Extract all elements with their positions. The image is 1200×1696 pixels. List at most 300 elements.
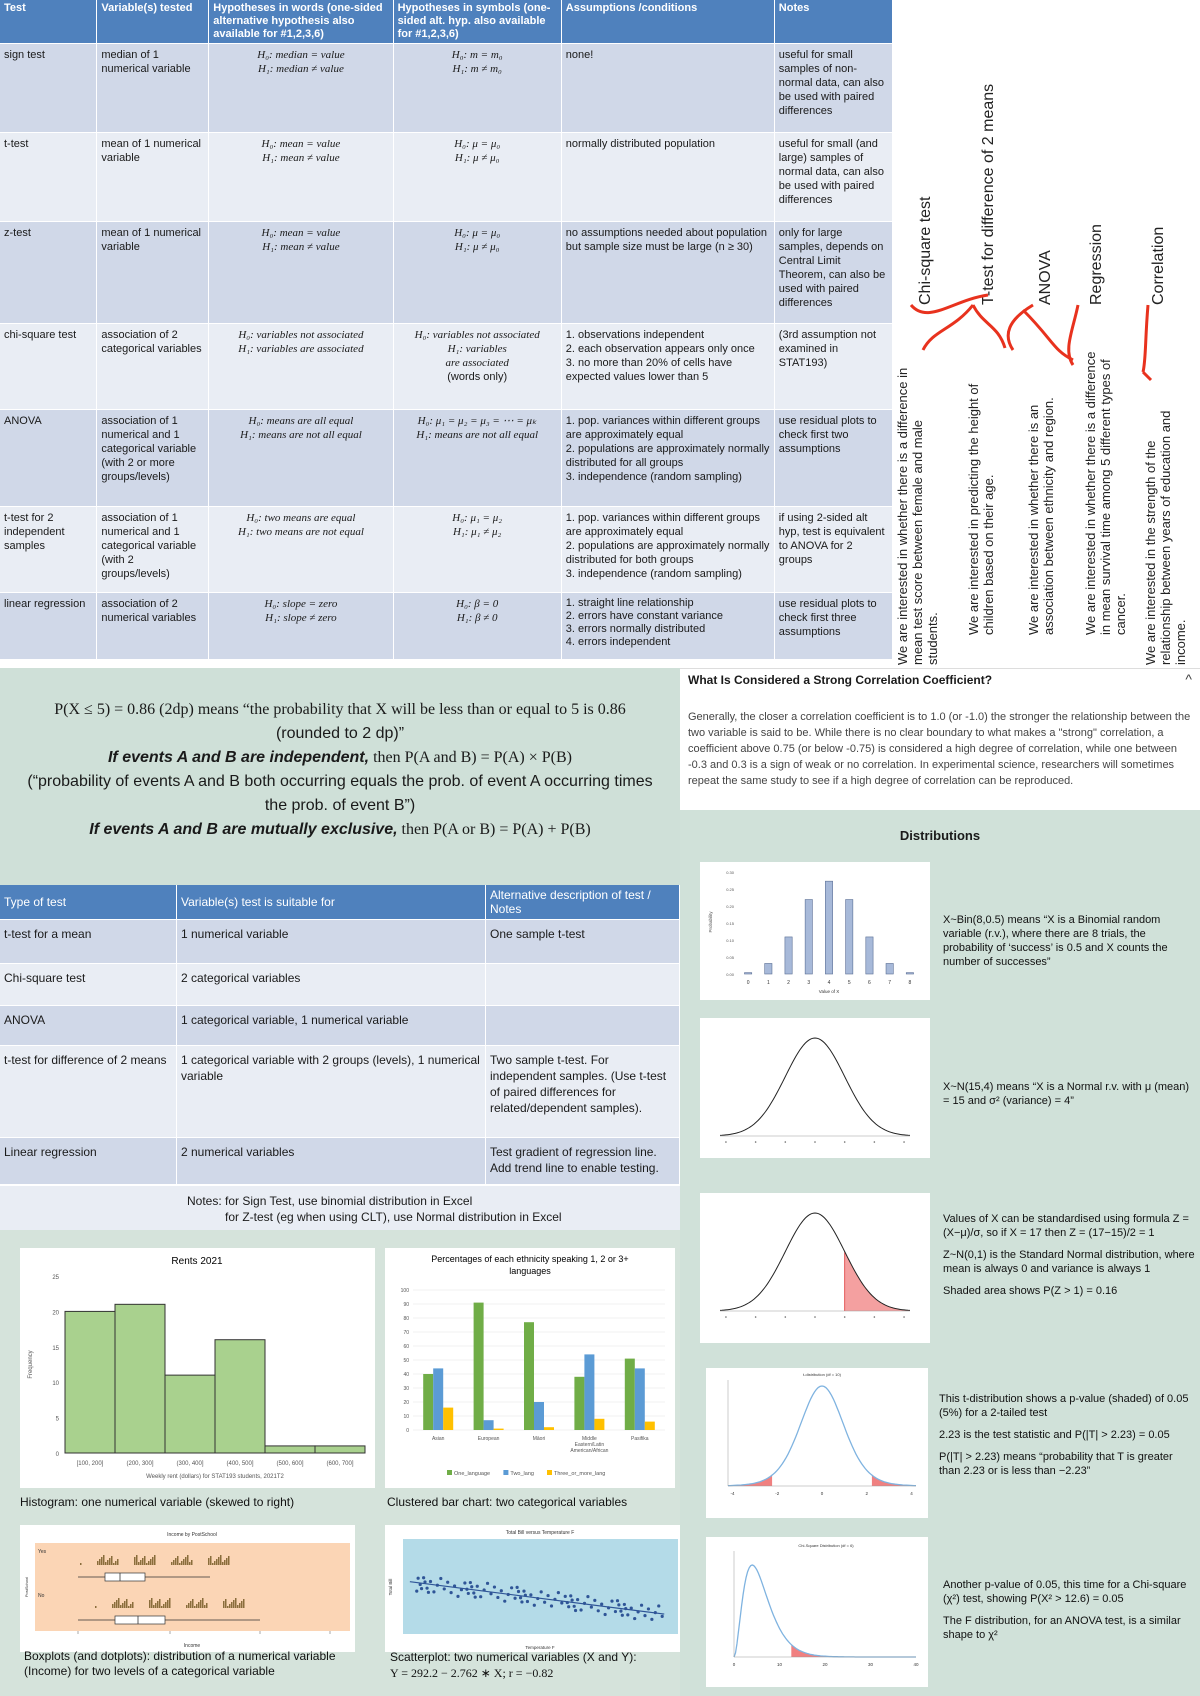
binomial-card: [700, 862, 930, 1000]
h1-words: H₁: variables are associated: [238, 343, 364, 355]
scatter-point: [427, 1591, 430, 1594]
dot-column: [114, 1602, 116, 1608]
dot-column: [118, 1598, 120, 1608]
legend-label: Three_or_more_lang: [554, 1471, 606, 1477]
dot-column: [190, 1601, 192, 1608]
dot-column: [243, 1599, 245, 1608]
h1-symbols: H₁: means are not all equal: [416, 429, 538, 441]
dot-column: [109, 1558, 111, 1565]
hypotheses-words: [209, 324, 393, 410]
x-tick-label: 20: [822, 1662, 828, 1667]
h0-words: H₀: means are all equal: [248, 415, 354, 427]
test-name: chi-square test: [0, 324, 97, 410]
header-words: Hypotheses in words (one-sided alternative hypothesis also available for #1,2,3,6): [209, 0, 393, 44]
table-row: [0, 964, 680, 1006]
dot-column: [216, 1559, 218, 1565]
table-cell: [486, 964, 680, 1006]
plot-background: [35, 1543, 350, 1631]
x-tick: [874, 1316, 876, 1318]
scatter-point: [467, 1592, 470, 1595]
scatter-card: [385, 1525, 685, 1652]
h0-words: H₀: slope = zero: [264, 598, 338, 610]
test-name: t-test for 2 independent samples: [0, 507, 97, 593]
dot-column: [111, 1556, 113, 1565]
chi-text-line: Another p-value of 0.05, this time for a Chi-square (χ²) test, showing P(X² > 12.6) = 0.05: [943, 1579, 1187, 1605]
x-tick: [903, 1316, 905, 1318]
dot-column: [150, 1559, 152, 1565]
x-tick-label: 4: [910, 1491, 913, 1496]
x-tick-label: 10: [776, 1662, 783, 1667]
assumptions: [561, 44, 774, 133]
test-name: z-test: [0, 222, 97, 324]
dot-column: [124, 1601, 126, 1608]
x-tick-label: 6: [868, 980, 871, 986]
chart-title-line1: Percentages of each ethnicity speaking 1, 2 or 3+: [431, 1254, 629, 1264]
y-tick-label: 10: [52, 1381, 59, 1388]
hypotheses-symbols: [393, 324, 561, 410]
hypotheses-words: [209, 222, 393, 324]
x-tick-label: (200, 300]: [126, 1461, 154, 1467]
y-axis-label: PostSchool: [24, 1576, 29, 1598]
assumption-item: 3. independence (random sampling): [565, 568, 742, 580]
scatter-point: [574, 1609, 577, 1612]
binomial-bar: [765, 963, 772, 974]
scatter-point: [571, 1598, 574, 1601]
assumption-item: 2. populations are approximately normally distributed for all groups: [565, 443, 770, 469]
assumption-item: 1. observations independent: [565, 329, 705, 341]
x-tick-label: 2: [787, 980, 790, 986]
histogram-bar: [215, 1340, 265, 1453]
x-tick-label: -2: [775, 1491, 780, 1496]
legend-label: One_language: [454, 1471, 491, 1477]
hypotheses-words: [209, 593, 393, 659]
table-cell: ANOVA: [0, 1006, 177, 1046]
scatter-point: [526, 1600, 529, 1603]
variables-tested: association of 1 numerical and 1 categorical variable (with 2 groups/levels): [97, 507, 209, 593]
h1-symbols: H₁: β ≠ 0: [456, 612, 498, 624]
test-name: linear regression: [0, 593, 97, 659]
correlation-body: Generally, the closer a correlation coefficient is to 1.0 (or -1.0) the stronger the relationship between the two variable is said to be. While there is no clear boundary to what makes a "strong" correlation, a coefficient above 0.75 (or below -0.75) is considered a high degree of correlation, while one between -0.3 and 0.3 is a sign of weak or no correlation. In experimental science, researchers will sometimes repeat the same study to see if a high degree of correlation can be reproduced.: [688, 711, 1191, 787]
dot-column: [134, 1557, 136, 1565]
scatter-point: [550, 1604, 553, 1607]
dot-column: [218, 1557, 220, 1565]
y-tick-label: 0: [406, 1428, 409, 1434]
histogram-chart: [20, 1248, 375, 1488]
scatter-point: [520, 1600, 523, 1603]
x-tick: [725, 1316, 727, 1318]
dot-column: [220, 1555, 222, 1565]
dot-column: [146, 1563, 148, 1565]
clustered-bar-chart: [385, 1248, 675, 1488]
table-row: [0, 507, 893, 593]
cluster-bar: [474, 1303, 484, 1430]
x-tick: [844, 1316, 846, 1318]
scatter-point: [476, 1585, 479, 1588]
scatter-point: [513, 1597, 516, 1600]
probability-line: the prob. of event B”): [264, 797, 416, 814]
dot-column: [167, 1600, 169, 1608]
dot-column: [151, 1598, 153, 1608]
scenario-text: We are interested in whether there is a difference in mean test score between female and male students.: [895, 367, 940, 665]
x-tick-label: (600, 700]: [326, 1461, 354, 1467]
legend-label: Two_lang: [510, 1471, 534, 1477]
scatter-point: [586, 1595, 589, 1598]
shaded-tail: [791, 1645, 916, 1657]
x-tick-label: 40: [913, 1662, 919, 1667]
table-cell: t-test for difference of 2 means: [0, 1046, 177, 1138]
chi-square-text: [943, 1578, 1198, 1642]
binomial-bar: [805, 900, 812, 974]
x-tick-label: 8: [908, 980, 912, 986]
binomial-bar: [886, 963, 893, 974]
scatter-point: [420, 1587, 423, 1590]
cluster-bar: [544, 1427, 554, 1430]
dot-column: [200, 1600, 202, 1608]
hypotheses-symbols: [393, 133, 561, 222]
table-cell: 1 categorical variable, 1 numerical variable: [177, 1006, 486, 1046]
table-cell: Test gradient of regression line. Add trend line to enable testing.: [486, 1138, 680, 1184]
dot-column: [202, 1598, 204, 1608]
dot-column: [237, 1605, 239, 1608]
x-axis-label: Income: [183, 1643, 201, 1649]
dot-column: [122, 1603, 124, 1608]
y-tick-label: 80: [403, 1316, 409, 1322]
dot-column: [161, 1606, 163, 1608]
scatter-point: [510, 1586, 513, 1589]
table-cell: t-test for a mean: [0, 920, 177, 964]
h0-symbols: H₀: μ₁ = μ₂ = μ₃ = ⋯ = μₖ: [417, 415, 537, 427]
scatter-point: [617, 1603, 620, 1606]
h0-symbols: H₀: μ = μ₀: [454, 227, 501, 239]
std-text: [943, 1212, 1198, 1298]
matching-line: [973, 305, 1005, 348]
binomial-bar: [785, 937, 792, 974]
table-cell: Linear regression: [0, 1138, 177, 1184]
dot-column: [140, 1560, 142, 1565]
x-tick-label: Eastern/Latin: [574, 1442, 605, 1448]
boxplot-caption: Boxplots (and dotplots): distribution of a numerical variable (Income) for two levels of a categorical variable: [24, 1649, 336, 1678]
scatter-point: [546, 1594, 549, 1597]
x-tick: [903, 1141, 905, 1143]
h1-words: H₁: means are not all equal: [240, 429, 362, 441]
x-tick: [785, 1141, 787, 1143]
distributions-title: Distributions: [899, 828, 981, 843]
histogram-caption: Histogram: one numerical variable (skewed to right): [20, 1495, 295, 1509]
hypotheses-symbols: [393, 507, 561, 593]
dot-column: [171, 1562, 173, 1565]
h1-symbols: H₁: μ ≠ μ₀: [454, 241, 500, 253]
notes: (3rd assumption not examined in STAT193): [774, 324, 892, 410]
clustered-bar-card: [385, 1248, 675, 1488]
table-row: [0, 1046, 680, 1138]
x-tick-label: (500, 600]: [276, 1461, 304, 1467]
level-label: No: [38, 1593, 45, 1599]
dot-column: [173, 1560, 175, 1565]
boxplot-chart: [20, 1525, 355, 1652]
assumptions: [561, 133, 774, 222]
header-type-of-test: Type of test: [0, 885, 177, 920]
scatter-point: [429, 1580, 432, 1583]
normal-curve: [700, 1018, 930, 1158]
std-text-line: Values of X can be standardised using formula Z = (X−μ)/σ, so if X = 17 then Z = (17−15)/2 = 1: [943, 1213, 1189, 1239]
variables-tested: association of 1 numerical and 1 categorical variable (with 2 or more groups/levels): [97, 410, 209, 507]
collapse-icon[interactable]: ^: [1185, 671, 1192, 687]
t-dist-card: [706, 1368, 928, 1518]
scatter-point: [557, 1591, 560, 1594]
h1-words: H₁: slope ≠ zero: [265, 612, 337, 624]
scatter-point: [560, 1601, 563, 1604]
y-tick-label: 50: [403, 1358, 409, 1364]
dot-column: [159, 1599, 161, 1608]
dot-column: [155, 1603, 157, 1608]
scatter-point: [472, 1591, 475, 1594]
table-cell: Chi-square test: [0, 964, 177, 1006]
assumption-item: 2. populations are approximately normally distributed for both groups: [565, 540, 770, 566]
caption-line: Scatterplot: two numerical variables (X and Y):: [390, 1650, 637, 1664]
hypotheses-symbols: [393, 410, 561, 507]
x-tick: [874, 1141, 876, 1143]
scatter-point: [422, 1576, 425, 1579]
scatter-point: [425, 1587, 428, 1590]
assumption-item: 1. straight line relationship: [565, 597, 694, 609]
table-row: [0, 1006, 680, 1046]
dot-column: [186, 1605, 188, 1608]
dot-column: [233, 1600, 235, 1608]
dot-column: [115, 1561, 117, 1565]
h1-words: H₁: mean ≠ value: [262, 152, 340, 164]
scatter-point: [576, 1598, 579, 1601]
dot-column: [229, 1604, 231, 1608]
caption-line: Y = 292.2 − 2.762 ∗ X; r = −0.82: [390, 1666, 554, 1680]
x-tick: [755, 1316, 757, 1318]
h1-symbols: H₁: m ≠ m₀: [452, 63, 502, 75]
assumption-item: 3. independence (random sampling): [565, 471, 742, 483]
scatter-point: [479, 1595, 482, 1598]
x-tick: [814, 1316, 816, 1318]
x-tick-label: American/African: [570, 1448, 609, 1454]
chi-square-chart: [706, 1537, 928, 1687]
dot-column: [212, 1563, 214, 1565]
table-cell: Two sample t-test. For independent samples. (Use t-test of paired differences for related/dependent samples).: [486, 1046, 680, 1138]
dot-column: [152, 1557, 154, 1565]
x-axis-label: Value of X: [818, 989, 840, 994]
normal-curve-line: [720, 1038, 910, 1135]
h1-symbols: H₁: μ ≠ μ₀: [454, 152, 500, 164]
x-tick-label: (400, 500]: [226, 1461, 254, 1467]
dot-column: [179, 1563, 181, 1565]
scatter-point: [450, 1591, 453, 1594]
dot-column: [222, 1562, 224, 1565]
scatter-point: [647, 1607, 650, 1610]
tests-summary-table: [0, 0, 893, 659]
table-cell: 2 categorical variables: [177, 964, 486, 1006]
dot-column: [105, 1562, 107, 1565]
assumptions: [561, 593, 774, 659]
y-tick-label: 0.05: [726, 955, 734, 960]
x-tick: [844, 1141, 846, 1143]
scatter-point: [604, 1613, 607, 1616]
x-axis-label: Temperature F: [525, 1645, 555, 1650]
x-tick-label: 30: [867, 1662, 874, 1667]
histogram-bar: [265, 1446, 315, 1453]
scatter-point: [573, 1605, 576, 1608]
table-cell: 2 numerical variables: [177, 1138, 486, 1184]
words-only-note: (words only): [447, 371, 508, 383]
dot-column: [177, 1556, 179, 1565]
x-tick-label: 7: [888, 980, 892, 986]
dot-column: [107, 1560, 109, 1565]
dot-column: [226, 1558, 228, 1565]
h0-symbols: H₀: μ₁ = μ₂: [452, 512, 503, 524]
histogram-card: [20, 1248, 375, 1488]
scatter-point: [496, 1596, 499, 1599]
dot-column: [116, 1600, 118, 1608]
notes: if using 2-sided alt hyp, test is equivalent to ANOVA for 2 groups: [774, 507, 892, 593]
x-tick-label: 5: [847, 980, 851, 986]
table-cell: [486, 1006, 680, 1046]
scatter-point: [616, 1599, 619, 1602]
dot-column: [241, 1601, 243, 1608]
h1-symbols: H₁: variables: [447, 343, 507, 355]
dot-column: [227, 1606, 229, 1608]
y-tick-label: 25: [52, 1275, 59, 1281]
scatter-point: [564, 1595, 567, 1598]
scatter-point: [446, 1581, 449, 1584]
hypotheses-symbols: [393, 593, 561, 659]
dot-column: [112, 1604, 114, 1608]
std-text-line: Z~N(0,1) is the Standard Normal distribution, where mean is always 0 and variance is always 1: [943, 1249, 1195, 1275]
dot-column: [228, 1556, 230, 1565]
cluster-bar: [494, 1429, 504, 1430]
dot-column: [80, 1563, 82, 1565]
assumption-item: 3. errors normally distributed: [565, 623, 706, 635]
chi-square-curve: [734, 1565, 916, 1657]
t-curve: [728, 1386, 916, 1486]
y-tick-label: 100: [400, 1288, 409, 1294]
dot-column: [138, 1562, 140, 1565]
dot-column: [132, 1602, 134, 1608]
t-text-line: This t-distribution shows a p-value (shaded) of 0.05 (5%) for a 2-tailed test: [939, 1393, 1189, 1419]
x-tick: [755, 1141, 757, 1143]
scatter-point: [569, 1594, 572, 1597]
binomial-chart: [700, 862, 930, 1000]
x-axis-label: Weekly rent (dollars) for STAT193 students, 2021T2: [146, 1474, 284, 1480]
x-tick-label: Pasifika: [631, 1436, 649, 1442]
h0-words: H₀: two means are equal: [246, 512, 356, 524]
h0-words: H₀: mean = value: [261, 227, 341, 239]
x-tick-label: 4: [827, 980, 831, 986]
dot-column: [223, 1601, 225, 1608]
dot-column: [142, 1558, 144, 1565]
scenario-text: We are interested in whether there is an association between ethnicity and region.: [1026, 397, 1056, 635]
scatter-point: [519, 1596, 522, 1599]
scatter-point: [590, 1605, 593, 1608]
scatter-caption: [390, 1649, 637, 1681]
scatter-point: [522, 1589, 525, 1592]
matching-line: [1069, 305, 1078, 365]
clustered-bar-caption: Clustered bar chart: two categorical variables: [387, 1495, 628, 1509]
chi-square-card: [706, 1537, 928, 1687]
dot-column: [126, 1599, 128, 1608]
scatter-point: [600, 1603, 603, 1606]
dot-column: [194, 1606, 196, 1608]
scatter-point: [474, 1596, 477, 1599]
scatter-point: [516, 1586, 519, 1589]
test-label-correlation: Correlation: [1150, 226, 1167, 305]
scatter-point: [640, 1604, 643, 1607]
h0-symbols: H₀: variables not associated: [414, 329, 540, 341]
std-normal-card: [700, 1193, 930, 1343]
scenario-text: We are interested in the strength of the relationship between years of education and income.: [1143, 410, 1188, 665]
assumption-item: none!: [565, 49, 594, 61]
std-text-line: Shaded area shows P(Z > 1) = 0.16: [943, 1285, 1118, 1297]
header-symbols: Hypotheses in symbols (one-sided alt. hyp. also available for #1,2,3,6): [393, 0, 561, 44]
header-assumptions: Assumptions /conditions: [561, 0, 774, 44]
x-tick: [814, 1141, 816, 1143]
histogram-bar: [165, 1375, 215, 1453]
scatter-point: [443, 1587, 446, 1590]
t-dist-text: [939, 1392, 1194, 1478]
x-tick-label: Asian: [431, 1436, 445, 1442]
assumptions: [561, 410, 774, 507]
correlation-title: What Is Considered a Strong Correlation Coefficient?: [688, 673, 993, 687]
probability-text: [0, 698, 680, 842]
assumptions: [561, 324, 774, 410]
test-type-table: [0, 885, 680, 1184]
hypotheses-words: [209, 44, 393, 133]
std-normal-curve-line: [720, 1213, 910, 1310]
chart-title: Income by PostSchool: [167, 1532, 217, 1538]
x-tick-label: 0: [746, 980, 750, 986]
t-text-line: 2.23 is the test statistic and P(|T| > 2.23) = 0.05: [939, 1429, 1170, 1441]
assumption-item: 1. pop. variances within different groups are approximately equal: [565, 415, 761, 441]
t-text-line: P(|T| > 2.23) means “probability that T is greater than 2.23 or is less than −2.23”: [939, 1451, 1173, 1477]
scatter-point: [463, 1581, 466, 1584]
cluster-bar: [584, 1354, 594, 1430]
scatter-point: [597, 1609, 600, 1612]
notes: only for large samples, depends on Central Limit Theorem, can also be used with paired differences: [774, 222, 892, 324]
h0-words: H₀: median = value: [257, 49, 345, 61]
assumption-item: normally distributed population: [565, 138, 715, 150]
y-tick-label: 30: [403, 1386, 409, 1392]
note-line: Notes: for Sign Test, use binomial distribution in Excel: [187, 1194, 473, 1208]
scatter-point: [529, 1593, 532, 1596]
table-header-row: [0, 885, 680, 920]
scatter-point: [661, 1615, 664, 1618]
test-name: sign test: [0, 44, 97, 133]
table-cell: 1 numerical variable: [177, 920, 486, 964]
dot-column: [120, 1605, 122, 1608]
x-tick: [725, 1141, 727, 1143]
boxplot-card: [20, 1525, 355, 1652]
cluster-bar: [524, 1322, 534, 1430]
h1-words: H₁: two means are not equal: [237, 526, 364, 538]
shaded-area: [845, 1252, 910, 1311]
x-tick-label: (300, 400]: [176, 1461, 204, 1467]
dot-column: [225, 1599, 227, 1608]
dot-column: [187, 1555, 189, 1565]
y-tick-label: 40: [403, 1372, 409, 1378]
dot-column: [208, 1558, 210, 1565]
cluster-bar: [574, 1377, 584, 1430]
dot-column: [169, 1598, 171, 1608]
y-tick-label: 0.15: [726, 921, 734, 926]
table-cell: One sample t-test: [486, 920, 680, 964]
chart-title: t-distribution (df = 10): [803, 1372, 841, 1377]
hypotheses-words: [209, 507, 393, 593]
cluster-bar: [443, 1408, 453, 1430]
test-label-chi-square: Chi-square test: [917, 196, 934, 305]
